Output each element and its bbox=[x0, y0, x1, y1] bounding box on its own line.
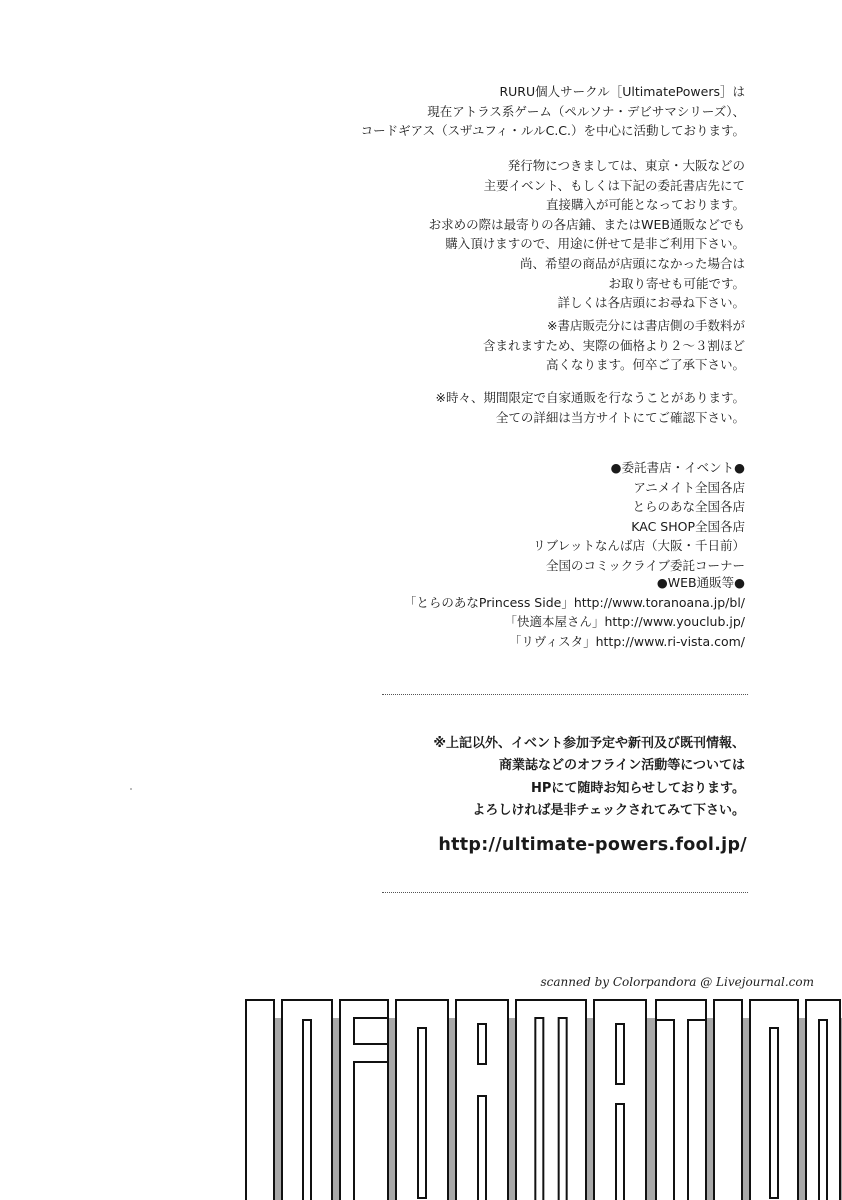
notice-line: 商業誌などのオフライン活動等については bbox=[499, 758, 745, 774]
information-title-graphic bbox=[244, 996, 842, 1200]
title-letter-t bbox=[656, 1000, 706, 1200]
distribution-line: お取り寄せも可能です。 bbox=[608, 275, 745, 291]
circle-intro bbox=[361, 82, 745, 141]
title-letter-n bbox=[806, 1000, 840, 1200]
web-heading: ●WEB通販等● bbox=[656, 575, 745, 590]
distribution-line: 購入頂けますので、用途に併せて是非ご利用下さい。 bbox=[445, 236, 745, 252]
shop-item: リブレットなんば店（大阪・千日前） bbox=[533, 538, 745, 554]
web-shop-item: 「リヴィスタ」http://www.ri-vista.com/ bbox=[508, 633, 745, 649]
title-letter-i bbox=[714, 1000, 742, 1200]
mailorder-note bbox=[436, 388, 745, 427]
title-letter-o bbox=[396, 1000, 448, 1200]
scan-speck bbox=[130, 788, 132, 790]
mailorder-line: 全ての詳細は当方サイトにてご確認下さい。 bbox=[495, 409, 745, 425]
shops-heading: ●委託書店・イベント● bbox=[610, 460, 745, 475]
intro-line: コードギアス（スザユフィ・ルルC.C.）を中心に活動しております。 bbox=[360, 123, 745, 139]
web-shop-item: 「とらのあなPrincess Side」http://www.toranoana.jp/bl/ bbox=[403, 594, 745, 610]
dotted-divider bbox=[382, 892, 748, 893]
fee-note bbox=[483, 316, 745, 375]
shop-item: KAC SHOP全国各店 bbox=[631, 518, 745, 534]
mailorder-line: ※時々、期間限定で自家通販を行なうことがあります。 bbox=[435, 390, 745, 405]
shop-item: とらのあな全国各店 bbox=[632, 499, 745, 515]
notice-line: ※上記以外、イベント参加予定や新刊及び既刊情報、 bbox=[433, 736, 745, 751]
distribution-info bbox=[429, 156, 745, 313]
distribution-line: 発行物につきましては、東京・大阪などの bbox=[507, 158, 745, 173]
notice-line: HPにて随時お知らせしております。 bbox=[531, 780, 745, 796]
shop-item: 全国のコミックライブ委託コーナー bbox=[545, 557, 745, 573]
intro-line: RURU個人サークル［UltimatePowers］は bbox=[499, 84, 745, 99]
title-letter-i bbox=[246, 1000, 274, 1200]
title-letter-o bbox=[750, 1000, 798, 1200]
offline-activity-notice bbox=[433, 733, 745, 823]
distribution-line: 主要イベント、もしくは下記の委託書店先にて bbox=[483, 177, 745, 193]
dotted-divider bbox=[382, 694, 748, 695]
notice-line: よろしければ是非チェックされてみて下さい。 bbox=[472, 803, 745, 819]
distribution-line: 詳しくは各店頭にお尋ね下さい。 bbox=[557, 295, 745, 311]
title-letter-n bbox=[282, 1000, 332, 1200]
website-url: http://ultimate-powers.fool.jp/ bbox=[438, 835, 747, 855]
distribution-line: 尚、希望の商品が店頭になかった場合は bbox=[519, 255, 745, 271]
fee-line: 含まれますため、実際の価格より２～３割ほど bbox=[482, 337, 745, 353]
title-letter-a bbox=[594, 1000, 646, 1200]
fee-line: 高くなります。何卒ご了承下さい。 bbox=[545, 357, 745, 373]
intro-line: 現在アトラス系ゲーム（ペルソナ・デビサマシリーズ）、 bbox=[427, 103, 745, 119]
web-shops bbox=[404, 573, 745, 651]
distribution-line: お求めの際は最寄りの各店鋪、またはWEB通販などでも bbox=[428, 216, 745, 232]
title-letter-r bbox=[456, 1000, 508, 1200]
consignment-shops bbox=[533, 458, 745, 576]
scan-credit: scanned by Colorpandora @ Livejournal.com bbox=[540, 975, 814, 989]
web-shop-item: 「快適本屋さん」http://www.youclub.jp/ bbox=[504, 614, 745, 630]
distribution-line: 直接購入が可能となっております。 bbox=[545, 197, 745, 213]
shop-item: アニメイト全国各店 bbox=[633, 479, 745, 495]
title-letter-m bbox=[516, 1000, 586, 1200]
fee-line: ※書店販売分には書店側の手数料が bbox=[547, 318, 745, 333]
title-letter-f bbox=[340, 1000, 388, 1200]
